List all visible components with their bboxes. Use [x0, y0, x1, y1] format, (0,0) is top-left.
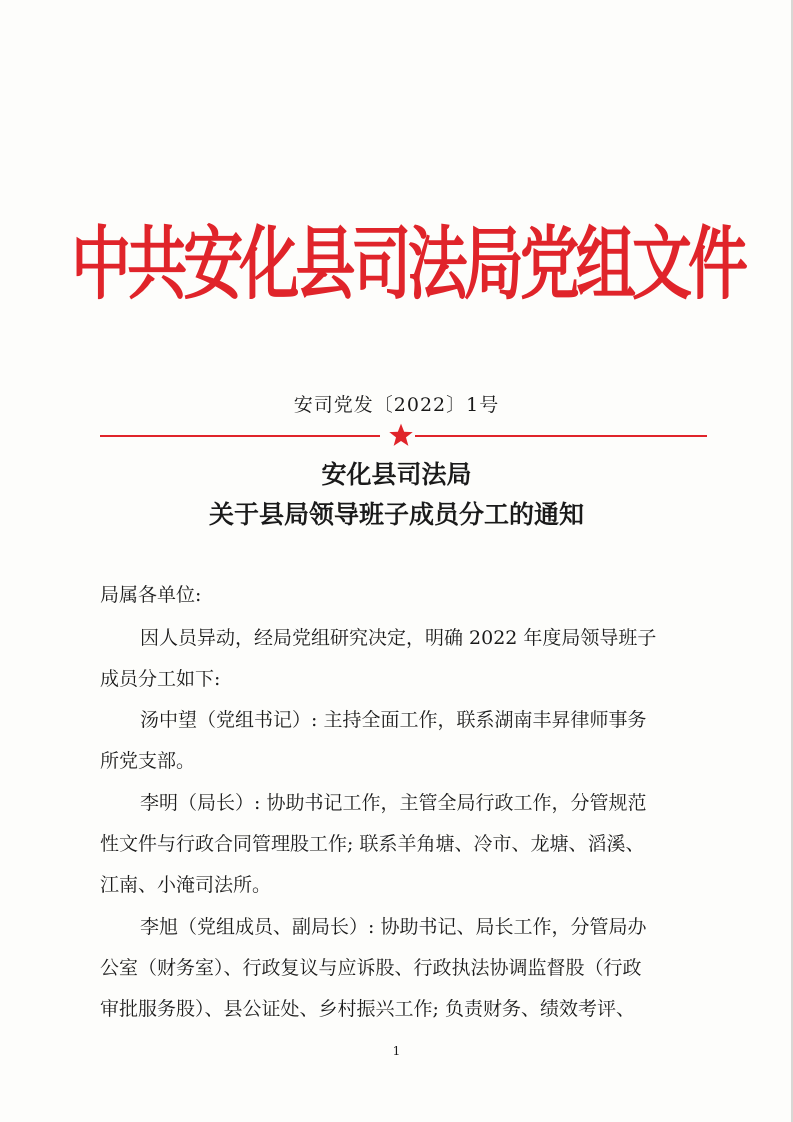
document-number: 安司党发〔2022〕1号 — [293, 394, 500, 416]
page-number: 1 — [392, 1044, 401, 1058]
paragraph-line: 公室（财务室）、行政复议与应诉股、行政执法协调监督股（行政 — [100, 957, 642, 979]
document-masthead: 中共安化县司法局党组文件 — [71, 217, 745, 311]
red-star-icon — [388, 422, 414, 448]
paragraph-line: 审批服务股）、县公证处、乡村振兴工作; 负责财务、绩效考评、 — [100, 998, 635, 1020]
paragraph-line: 所党支部。 — [100, 750, 196, 772]
paragraph-line: 成员分工如下: — [100, 668, 221, 690]
paragraph-line: 汤中望（党组书记）: 主持全面工作，联系湖南丰昇律师事务 — [140, 709, 647, 731]
red-rule-left — [100, 435, 380, 437]
paragraph-line: 因人员异动，经局党组研究决定，明确 2022 年度局领导班子 — [140, 627, 657, 649]
paragraph-line: 江南、小淹司法所。 — [100, 874, 272, 896]
red-rule-right — [415, 435, 707, 437]
document-title-line1: 安化县司法局 — [321, 460, 472, 489]
document-title-line2: 关于县局领导班子成员分工的通知 — [208, 500, 584, 529]
paragraph-line: 李明（局长）: 协助书记工作，主管全局行政工作，分管规范 — [140, 792, 647, 814]
paragraph-line: 性文件与行政合同管理股工作; 联系羊角塘、冷市、龙塘、滔溪、 — [100, 833, 645, 855]
salutation: 局属各单位: — [100, 584, 202, 606]
paragraph-line: 李旭（党组成员、副局长）: 协助书记、局长工作，分管局办 — [140, 916, 647, 938]
